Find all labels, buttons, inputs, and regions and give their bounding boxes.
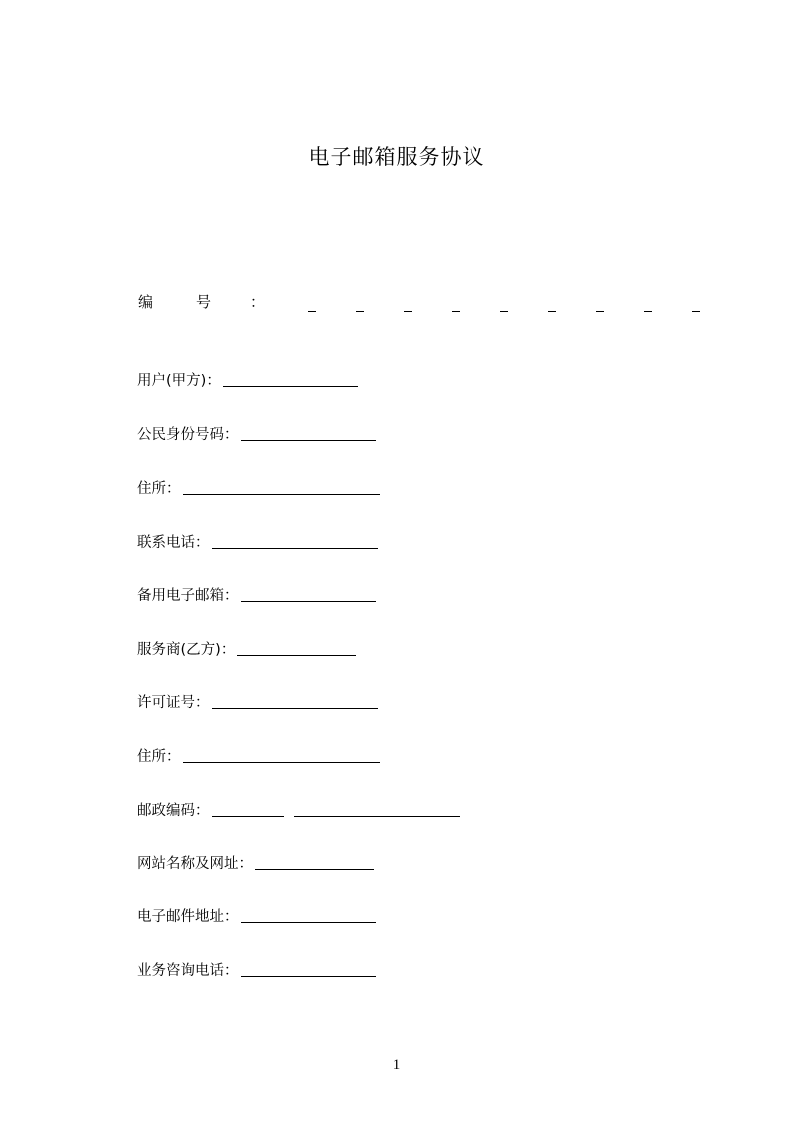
- serial-number-row: [138, 290, 708, 314]
- field-id-number: [137, 424, 376, 446]
- fill-in-line[interactable]: [241, 424, 376, 441]
- fill-in-line[interactable]: [241, 960, 376, 977]
- fill-in-line[interactable]: [183, 478, 380, 495]
- serial-blank[interactable]: [452, 311, 460, 312]
- page-number: 1: [392, 1057, 401, 1073]
- field-label: 服务商(乙方)：: [137, 642, 236, 658]
- serial-blank[interactable]: [596, 311, 604, 312]
- fill-in-line[interactable]: [241, 906, 376, 923]
- field-label: 邮政编码：: [137, 803, 210, 819]
- serial-blank[interactable]: [692, 311, 700, 312]
- field-provider-address: [137, 746, 380, 768]
- document-title: 电子邮箱服务协议: [308, 145, 485, 169]
- serial-label-char-1: 编: [138, 293, 154, 311]
- field-backup-email: [137, 585, 376, 607]
- serial-blank[interactable]: [500, 311, 508, 312]
- field-website: [137, 853, 374, 875]
- field-label: 网站名称及网址：: [137, 856, 253, 872]
- field-postal-code: [137, 800, 460, 822]
- field-label: 业务咨询电话：: [137, 963, 239, 979]
- field-label: 住所：: [137, 481, 181, 497]
- field-hotline: [137, 960, 376, 982]
- field-provider: [137, 639, 356, 661]
- serial-label-colon: ：: [250, 293, 266, 311]
- field-label: 备用电子邮箱：: [137, 588, 239, 604]
- field-user: [137, 370, 358, 392]
- fill-in-line[interactable]: [255, 853, 374, 870]
- field-license: [137, 692, 378, 714]
- serial-blank[interactable]: [404, 311, 412, 312]
- fill-in-line[interactable]: [237, 639, 356, 656]
- fill-in-line[interactable]: [241, 585, 376, 602]
- field-label: 联系电话：: [137, 535, 210, 551]
- field-label: 电子邮件地址：: [137, 909, 239, 925]
- serial-label-char-2: 号: [196, 293, 212, 311]
- serial-blank[interactable]: [308, 311, 316, 312]
- fill-in-line[interactable]: [294, 800, 460, 817]
- fill-in-line[interactable]: [223, 370, 358, 387]
- field-email-address: [137, 906, 376, 928]
- serial-blank[interactable]: [644, 311, 652, 312]
- field-user-address: [137, 478, 380, 500]
- field-phone: [137, 532, 378, 554]
- fill-in-line[interactable]: [212, 532, 378, 549]
- fill-in-line[interactable]: [212, 692, 378, 709]
- field-label: 许可证号：: [137, 695, 210, 711]
- fill-in-line[interactable]: [212, 800, 284, 817]
- field-label: 公民身份号码：: [137, 427, 239, 443]
- serial-blank[interactable]: [356, 311, 364, 312]
- field-label: 住所：: [137, 749, 181, 765]
- fill-in-line[interactable]: [183, 746, 380, 763]
- serial-blank[interactable]: [548, 311, 556, 312]
- field-label: 用户(甲方)：: [137, 373, 221, 389]
